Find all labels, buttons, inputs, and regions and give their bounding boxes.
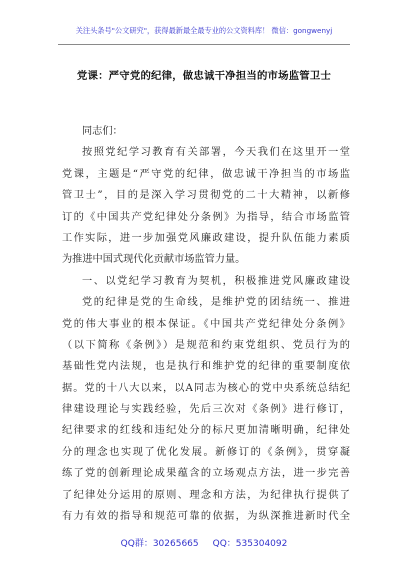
body-line: 党的纪律是党的生命线，是维护党的团结统一、推进: [82, 297, 350, 309]
salutation: 同志们：: [82, 126, 123, 137]
section-heading: 一、以党纪学习教育为契机，积极推进党风廉政建设: [82, 275, 350, 287]
body-line: 按照党纪学习教育有关部署，今天我们在这里开一堂: [82, 147, 350, 159]
footer-contact: [0, 536, 408, 549]
body-line: 纪律要求的红线和违纪处分的标尺更加清晰明确，纪律处: [62, 425, 350, 437]
body-line: 党的伟大事业的根本保证。《中国共产党纪律处分条例》: [62, 318, 350, 330]
body-line: 党课，主题是“严守党的纪律，做忠诚干净担当的市场监: [62, 168, 350, 180]
body-line: 练了党的创新理论成果蕴含的立场观点方法，进一步完善: [62, 468, 350, 480]
document-title: 党课：严守党的纪律，做忠诚干净担当的市场监管卫士: [76, 70, 332, 82]
body-line: 为推进中国式现代化贡献市场监管力量。: [62, 254, 246, 266]
body-line: 工作实际，进一步加强党风廉政建设，提升队伍能力素质: [62, 232, 350, 244]
body-line: （以下简称《条例》）是规范和约束党组织、党员行为的: [62, 339, 350, 351]
body-line: 据。党的十八大以来，以A同志为核心的党中央系统总结纪: [62, 382, 350, 394]
body-line: 订的《中国共产党纪律处分条例》为指导，结合市场监管: [62, 211, 350, 223]
body-line: 了纪律处分运用的原则、理念和方法，为纪律执行提供了: [62, 489, 350, 501]
body-line: 有力有效的指导和规范可靠的依据，为纵深推进新时代全: [62, 511, 350, 523]
body-line: 管卫士”，目的是深入学习贯彻党的二十大精神，以新修: [62, 190, 350, 202]
header-divider: [58, 44, 350, 45]
body-line: 分的理念也实现了优化发展。新修订的《条例》，贯穿凝: [62, 446, 350, 458]
body-line: 基础性党内法规，也是执行和维护党的纪律的重要制度依: [62, 361, 350, 373]
document-body: [62, 121, 350, 527]
footer-qq: QQ：535304092: [212, 539, 288, 549]
header-banner: 关注头条号"公文研究"，获得最新最全最专业的公文资料库！ 微信：gongwenyj: [75, 26, 333, 35]
body-line: 律建设理论与实践经验，先后三次对《条例》进行修订，: [62, 404, 350, 416]
footer-qq-group: QQ群：30265665: [120, 539, 199, 549]
